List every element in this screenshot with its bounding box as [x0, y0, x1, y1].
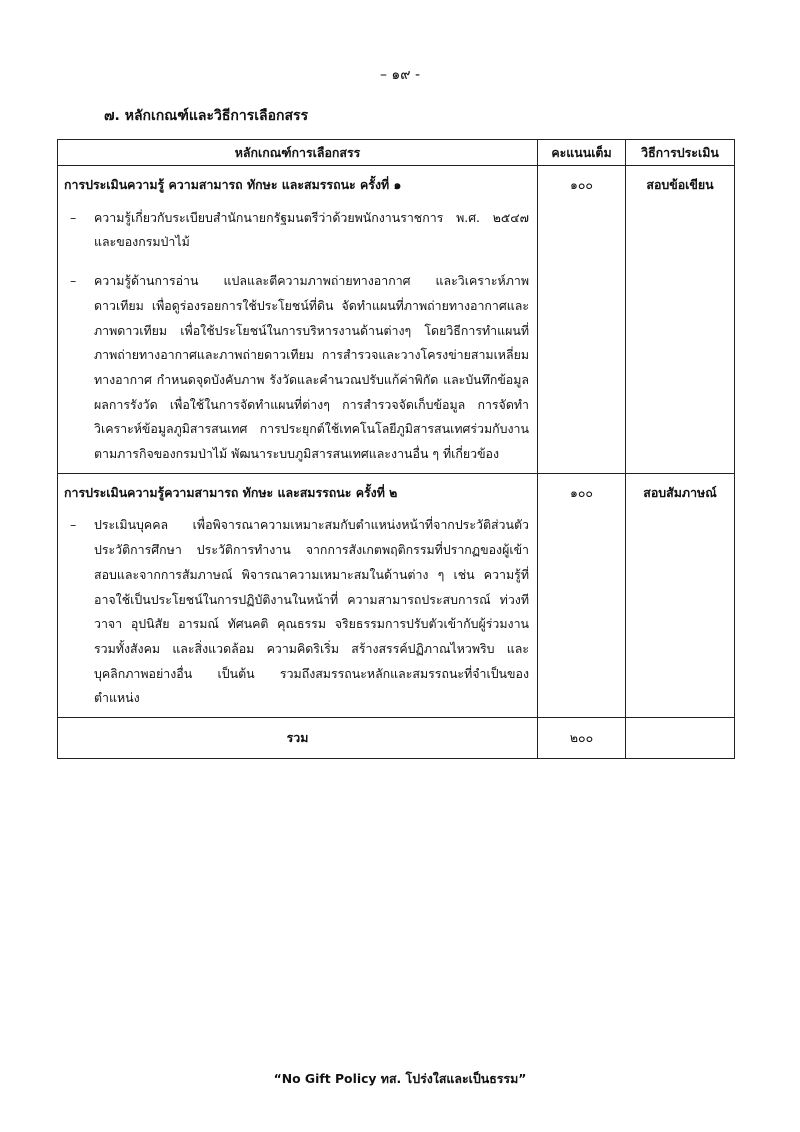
list-item — [64, 513, 529, 711]
table-row-round-1 — [58, 166, 735, 474]
table-row-round-2 — [58, 473, 735, 717]
criteria-cell-round-2 — [58, 473, 538, 717]
bullet-text: ความรู้เกี่ยวกับระเบียบสำนักนายกรัฐมนตรีว่าด้วยพนักงานราชการ พ.ศ. ๒๕๔๗ และของกรมป่าไม้ — [94, 209, 529, 250]
list-item — [64, 269, 529, 467]
round-1-title: การประเมินความรู้ ความสามารถ ทักษะ และสมรรถนะ ครั้งที่ ๑ — [64, 177, 402, 192]
total-label: รวม — [58, 718, 538, 759]
method-cell-round-2: สอบสัมภาษณ์ — [626, 473, 735, 717]
score-cell-round-1: ๑๐๐ — [538, 166, 626, 474]
footer-policy: “No Gift Policy ทส. โปร่งใสและเป็นธรรม” — [273, 1071, 527, 1086]
bullet-dash: – — [70, 273, 77, 289]
round-1-bullet-list — [64, 206, 529, 467]
criteria-cell-round-1 — [58, 166, 538, 474]
bullet-text: ประเมินบุคคล เพื่อพิจารณาความเหมาะสมกับตำแหน่งหน้าที่จากประวัติส่วนตัวประวัติการศึกษา ประวัติการทำงาน จากการสังเกตพฤติกรรมที่ปรากฏของผู้เข้าสอบและจากการสัมภาษณ์ พิจารณาความเหมาะสมในด้านต่าง ๆ เช่น ความรู้ที่อาจใช้เป็นประโยชน์ในการปฏิบัติงานในหน้าที่ ความสามารถประสบการณ์ ท่วงทีวาจา อุปนิสัย อารมณ์ ทัศนคติ คุณธรรม จริยธรรมการปรับตัวเข้ากับผู้ร่วมงาน รวมทั้งสังคม และสิ่งแวดล้อม ความคิดริเริ่ม สร้างสรรค์ปฏิภาณไหวพริบ และบุคลิกภาพอย่างอื่น เป็นต้น รวมถึงสมรรถนะหลักและสมรรถนะที่จำเป็นของตำแหน่ง — [94, 517, 529, 706]
header-method: วิธีการประเมิน — [626, 140, 735, 166]
list-item — [64, 206, 529, 255]
selection-criteria-table — [57, 139, 735, 759]
round-2-title: การประเมินความรู้ความสามารถ ทักษะ และสมรรถนะ ครั้งที่ ๒ — [64, 484, 398, 500]
table-header-row — [58, 140, 735, 166]
header-score: คะแนนเต็ม — [538, 140, 626, 166]
section-heading: ๗. หลักเกณฑ์และวิธีการเลือกสรร — [104, 108, 309, 124]
method-cell-round-1: สอบข้อเขียน — [626, 166, 735, 474]
bullet-dash: – — [70, 517, 77, 533]
table-row-total — [58, 718, 735, 759]
page-number: – ๑๙ - — [379, 67, 421, 83]
total-score: ๒๐๐ — [538, 718, 626, 759]
total-method-empty — [626, 718, 735, 759]
bullet-dash: – — [70, 209, 77, 225]
header-criteria: หลักเกณฑ์การเลือกสรร — [58, 140, 538, 166]
round-2-bullet-list — [64, 513, 529, 711]
score-cell-round-2: ๑๐๐ — [538, 473, 626, 717]
bullet-text: ความรู้ด้านการอ่าน แปลและตีความภาพถ่ายทางอากาศ และวิเคราะห์ภาพดาวเทียม เพื่อดูร่องรอยการใช้ประโยชน์ที่ดิน จัดทำแผนที่ภาพถ่ายทางอากาศและภาพดาวเทียม เพื่อใช้ประโยชน์ในการบริหารงานด้านต่างๆ โดยวิธีการทำแผนที่ภาพถ่ายทางอากาศและภาพถ่ายดาวเทียม การสำรวจและวางโครงข่ายสามเหลี่ยมทางอากาศ กำหนดจุดบังคับภาพ รังวัดและคำนวณปรับแก้ค่าพิกัด และบันทึกข้อมูลผลการรังวัด เพื่อใช้ในการจัดทำแผนที่ต่างๆ การสำรวจจัดเก็บข้อมูล การจัดทำวิเคราะห์ข้อมูลภูมิสารสนเทศ การประยุกต์ใช้เทคโนโลยีภูมิสารสนเทศร่วมกับงานตามภารกิจของกรมป่าไม้ พัฒนาระบบภูมิสารสนเทศและงานอื่น ๆ ที่เกี่ยวข้อง — [94, 273, 529, 462]
